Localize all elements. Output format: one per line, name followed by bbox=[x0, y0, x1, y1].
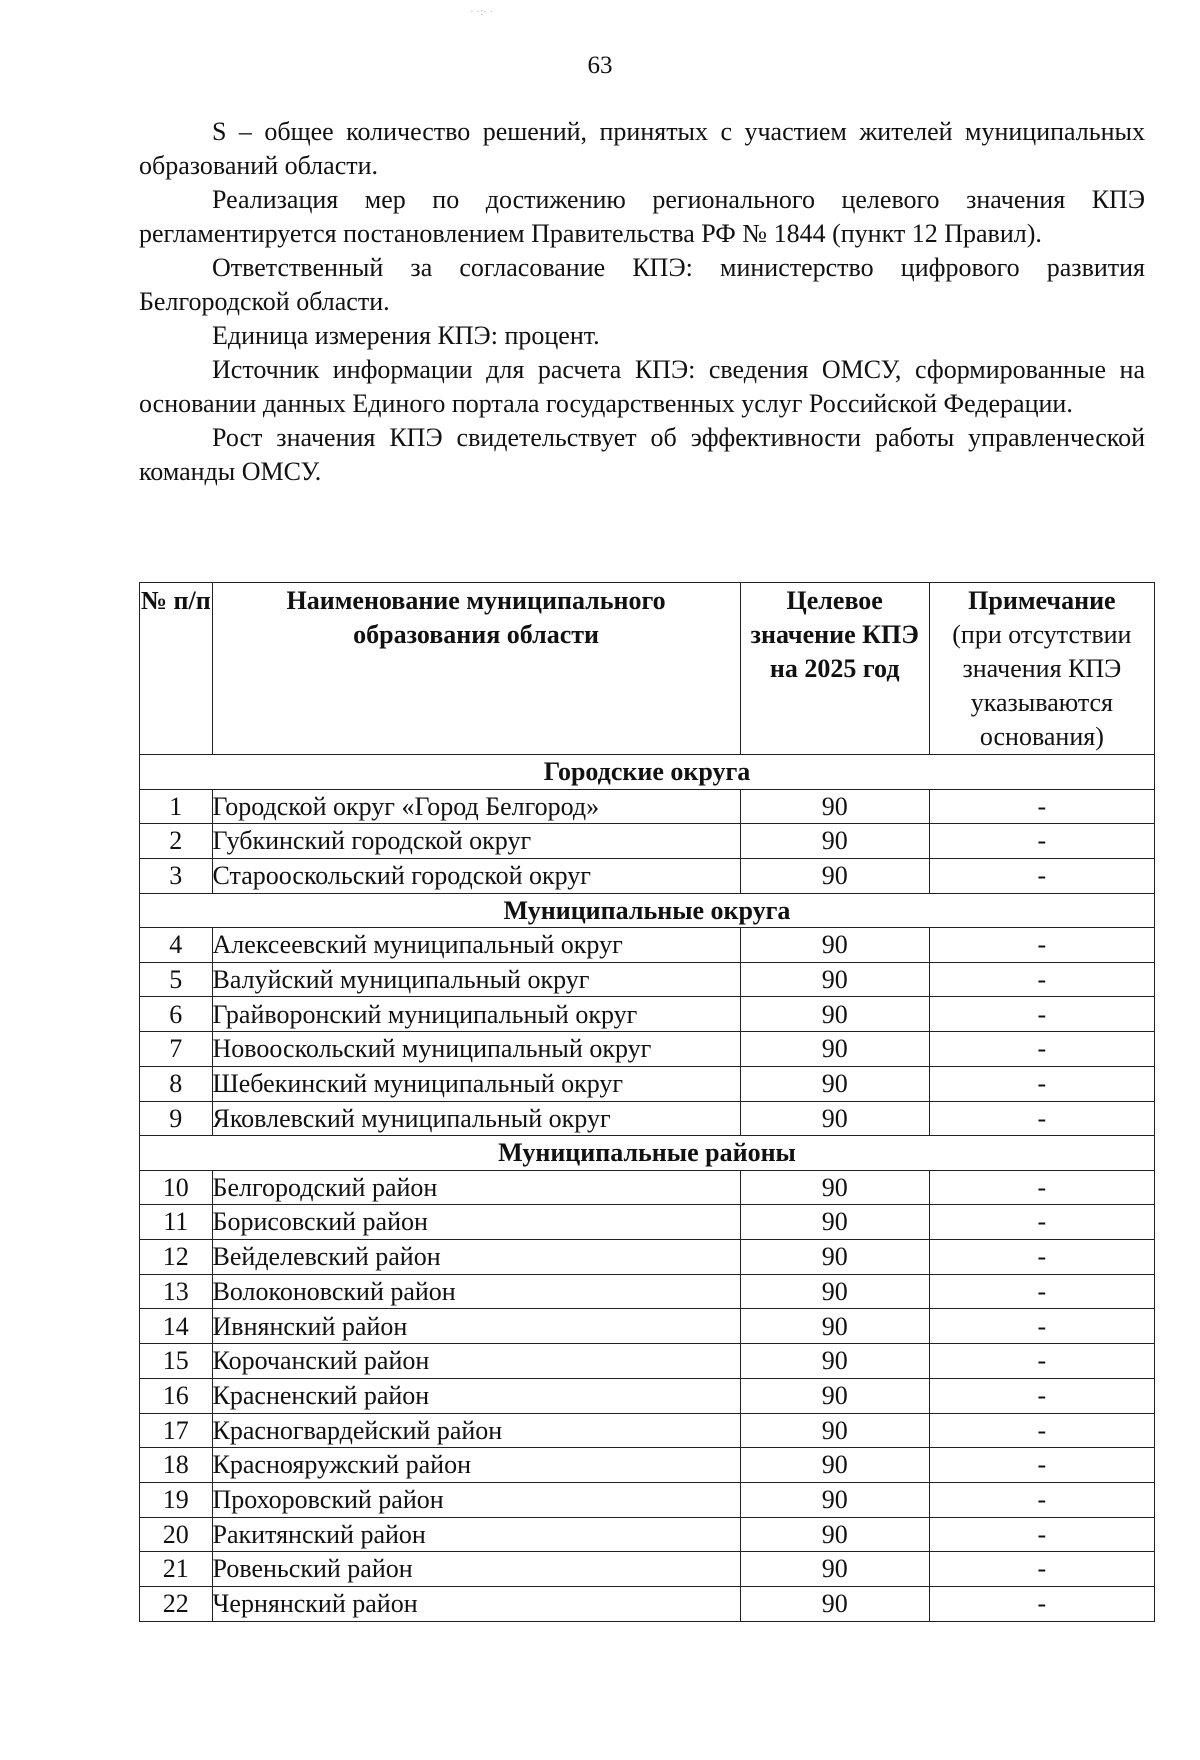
target-value: 90 bbox=[740, 1170, 929, 1205]
table-row bbox=[140, 962, 1155, 997]
row-number: 19 bbox=[140, 1482, 213, 1517]
row-number: 6 bbox=[140, 997, 213, 1032]
table-row bbox=[140, 1066, 1155, 1101]
municipality-name: Старооскольский городской округ bbox=[212, 858, 740, 893]
row-note: - bbox=[929, 789, 1154, 824]
target-value: 90 bbox=[740, 997, 929, 1032]
section-row bbox=[140, 1136, 1155, 1171]
row-note: - bbox=[929, 1378, 1154, 1413]
table-row bbox=[140, 928, 1155, 963]
table-row bbox=[140, 1205, 1155, 1240]
row-note: - bbox=[929, 858, 1154, 893]
target-value: 90 bbox=[740, 1066, 929, 1101]
row-note: - bbox=[929, 1344, 1154, 1379]
row-note: - bbox=[929, 1274, 1154, 1309]
table-row bbox=[140, 1448, 1155, 1483]
row-number: 18 bbox=[140, 1448, 213, 1483]
table-row bbox=[140, 1586, 1155, 1621]
table-row bbox=[140, 1413, 1155, 1448]
table-row bbox=[140, 1344, 1155, 1379]
target-value: 90 bbox=[740, 1240, 929, 1275]
municipality-name: Валуйский муниципальный округ bbox=[212, 962, 740, 997]
row-note: - bbox=[929, 1066, 1154, 1101]
target-value: 90 bbox=[740, 858, 929, 893]
municipality-name: Прохоровский район bbox=[212, 1482, 740, 1517]
table-row bbox=[140, 1101, 1155, 1136]
municipality-name: Яковлевский муниципальный округ bbox=[212, 1101, 740, 1136]
row-note: - bbox=[929, 997, 1154, 1032]
row-note: - bbox=[929, 1552, 1154, 1587]
intro-paragraph: Рост значения КПЭ свидетельствует об эффективности работы управленческой команды ОМСУ. bbox=[139, 423, 1145, 486]
header-note-subtitle: (при отсутствии значения КПЭ указываются основания) bbox=[952, 620, 1132, 751]
target-value: 90 bbox=[740, 1448, 929, 1483]
row-number: 14 bbox=[140, 1309, 213, 1344]
table-header-row bbox=[140, 583, 1155, 755]
target-value: 90 bbox=[740, 1309, 929, 1344]
municipality-name: Волоконовский район bbox=[212, 1274, 740, 1309]
row-number: 21 bbox=[140, 1552, 213, 1587]
target-value: 90 bbox=[740, 1586, 929, 1621]
intro-paragraph: Источник информации для расчета КПЭ: сведения ОМСУ, сформированные на основании данных Единого портала государственных услуг Российской Федерации. bbox=[139, 355, 1145, 418]
intro-text bbox=[139, 115, 1145, 489]
intro-paragraph: Единица измерения КПЭ: процент. bbox=[212, 321, 600, 350]
table-row bbox=[140, 1032, 1155, 1067]
target-value: 90 bbox=[740, 1032, 929, 1067]
table-body bbox=[140, 755, 1155, 1622]
row-number: 4 bbox=[140, 928, 213, 963]
municipality-name: Вейделевский район bbox=[212, 1240, 740, 1275]
target-value: 90 bbox=[740, 1101, 929, 1136]
row-note: - bbox=[929, 1309, 1154, 1344]
municipality-name: Шебекинский муниципальный округ bbox=[212, 1066, 740, 1101]
row-note: - bbox=[929, 1101, 1154, 1136]
target-value: 90 bbox=[740, 1274, 929, 1309]
target-value: 90 bbox=[740, 824, 929, 859]
municipality-name: Краснояружский район bbox=[212, 1448, 740, 1483]
table-row bbox=[140, 1309, 1155, 1344]
municipality-name: Ровеньский район bbox=[212, 1552, 740, 1587]
row-number: 15 bbox=[140, 1344, 213, 1379]
municipality-name: Чернянский район bbox=[212, 1586, 740, 1621]
row-note: - bbox=[929, 1517, 1154, 1552]
row-number: 11 bbox=[140, 1205, 213, 1240]
header-target: Целевое значение КПЭ на 2025 год bbox=[740, 583, 929, 755]
table-row bbox=[140, 1378, 1155, 1413]
row-number: 2 bbox=[140, 824, 213, 859]
section-title: Муниципальные районы bbox=[140, 1136, 1155, 1171]
section-row bbox=[140, 893, 1155, 928]
intro-paragraph: Ответственный за согласование КПЭ: министерство цифрового развития Белгородской области. bbox=[139, 253, 1145, 316]
table-row bbox=[140, 1240, 1155, 1275]
target-value: 90 bbox=[740, 1378, 929, 1413]
row-number: 17 bbox=[140, 1413, 213, 1448]
table-row bbox=[140, 1552, 1155, 1587]
row-note: - bbox=[929, 962, 1154, 997]
target-value: 90 bbox=[740, 1552, 929, 1587]
row-number: 3 bbox=[140, 858, 213, 893]
table-row bbox=[140, 997, 1155, 1032]
row-note: - bbox=[929, 1240, 1154, 1275]
row-number: 20 bbox=[140, 1517, 213, 1552]
table-row bbox=[140, 789, 1155, 824]
municipality-name: Алексеевский муниципальный округ bbox=[212, 928, 740, 963]
municipality-name: Красногвардейский район bbox=[212, 1413, 740, 1448]
row-number: 16 bbox=[140, 1378, 213, 1413]
section-title: Городские округа bbox=[140, 755, 1155, 790]
row-number: 8 bbox=[140, 1066, 213, 1101]
target-value: 90 bbox=[740, 1482, 929, 1517]
header-note bbox=[929, 583, 1154, 755]
kpi-table bbox=[139, 582, 1155, 1622]
table-row bbox=[140, 1170, 1155, 1205]
row-note: - bbox=[929, 1413, 1154, 1448]
table-row bbox=[140, 1517, 1155, 1552]
municipality-name: Городской округ «Город Белгород» bbox=[212, 789, 740, 824]
row-note: - bbox=[929, 1032, 1154, 1067]
row-note: - bbox=[929, 824, 1154, 859]
municipality-name: Борисовский район bbox=[212, 1205, 740, 1240]
table-row bbox=[140, 858, 1155, 893]
header-note-title: Примечание bbox=[968, 586, 1116, 615]
municipality-name: Белгородский район bbox=[212, 1170, 740, 1205]
section-row bbox=[140, 755, 1155, 790]
target-value: 90 bbox=[740, 1517, 929, 1552]
header-name: Наименование муниципального образования области bbox=[212, 583, 740, 755]
page-number: 63 bbox=[587, 52, 613, 79]
row-number: 13 bbox=[140, 1274, 213, 1309]
scan-artifact: · ·:· · bbox=[470, 6, 494, 18]
row-number: 22 bbox=[140, 1586, 213, 1621]
municipality-name: Ивнянский район bbox=[212, 1309, 740, 1344]
municipality-name: Красненский район bbox=[212, 1378, 740, 1413]
row-note: - bbox=[929, 1586, 1154, 1621]
section-title: Муниципальные округа bbox=[140, 893, 1155, 928]
municipality-name: Корочанский район bbox=[212, 1344, 740, 1379]
municipality-name: Ракитянский район bbox=[212, 1517, 740, 1552]
table-row bbox=[140, 824, 1155, 859]
row-note: - bbox=[929, 928, 1154, 963]
target-value: 90 bbox=[740, 789, 929, 824]
municipality-name: Губкинский городской округ bbox=[212, 824, 740, 859]
target-value: 90 bbox=[740, 1344, 929, 1379]
table-row bbox=[140, 1482, 1155, 1517]
target-value: 90 bbox=[740, 1205, 929, 1240]
header-num: № п/п bbox=[140, 583, 213, 755]
row-note: - bbox=[929, 1205, 1154, 1240]
row-note: - bbox=[929, 1170, 1154, 1205]
table-row bbox=[140, 1274, 1155, 1309]
row-number: 12 bbox=[140, 1240, 213, 1275]
intro-paragraph: S – общее количество решений, принятых с участием жителей муниципальных образований области. bbox=[139, 117, 1145, 180]
row-number: 7 bbox=[140, 1032, 213, 1067]
row-number: 5 bbox=[140, 962, 213, 997]
target-value: 90 bbox=[740, 962, 929, 997]
row-number: 1 bbox=[140, 789, 213, 824]
intro-paragraph: Реализация мер по достижению регионального целевого значения КПЭ регламентируется постановлением Правительства РФ № 1844 (пункт 12 Правил). bbox=[139, 185, 1145, 248]
municipality-name: Грайворонский муниципальный округ bbox=[212, 997, 740, 1032]
target-value: 90 bbox=[740, 928, 929, 963]
row-number: 10 bbox=[140, 1170, 213, 1205]
target-value: 90 bbox=[740, 1413, 929, 1448]
row-note: - bbox=[929, 1448, 1154, 1483]
row-number: 9 bbox=[140, 1101, 213, 1136]
row-note: - bbox=[929, 1482, 1154, 1517]
municipality-name: Новооскольский муниципальный округ bbox=[212, 1032, 740, 1067]
